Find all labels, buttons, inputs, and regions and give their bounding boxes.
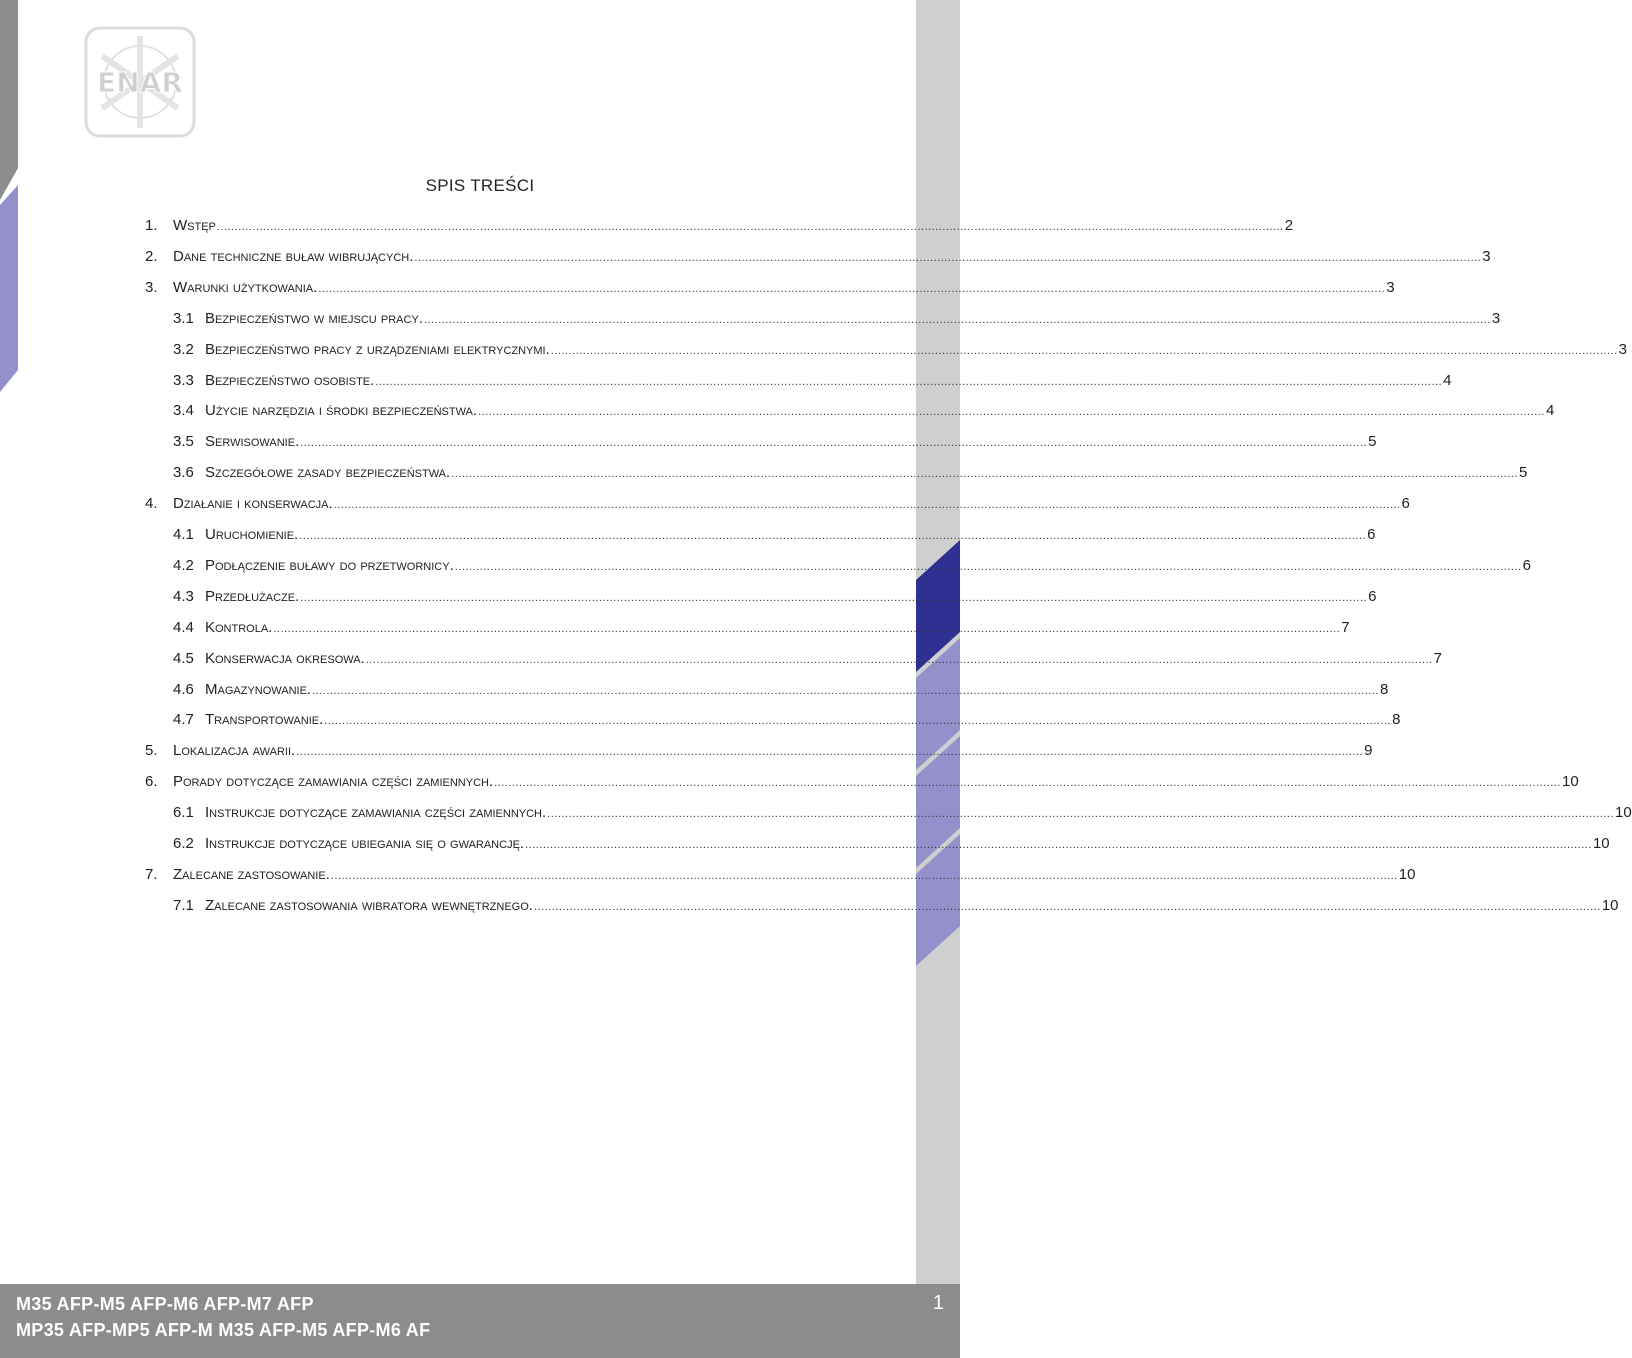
toc-entry-number: 3.1 [173, 309, 194, 327]
toc-entry-page: 3 [1386, 278, 1395, 296]
toc-entry-number: 5. [145, 742, 158, 760]
footer-bar [0, 1284, 960, 1358]
toc-entry[interactable] [173, 680, 1389, 701]
toc-entry[interactable] [173, 401, 1555, 422]
toc-entry[interactable] [145, 216, 1294, 237]
toc-leader-dots: ............................................................................................................................................................................................................................................................................................................ [451, 468, 1519, 481]
toc-leader-dots: ............................................................................................................................................................................................................................................................................................................ [312, 684, 1379, 697]
toc-entry-page: 10 [1592, 835, 1610, 852]
toc-entry-number: 6.1 [173, 804, 194, 822]
toc-entry[interactable] [145, 278, 1395, 299]
toc-entry-number: 3. [145, 278, 158, 296]
toc-leader-dots: ............................................................................................................................................................................................................................................................................................................ [375, 375, 1443, 388]
toc-entry[interactable] [173, 309, 1501, 330]
toc-entry[interactable] [145, 247, 1491, 268]
toc-entry-title: Transportowanie. [205, 711, 324, 729]
toc-entry-title: Podłączenie buławy do przetwornicy. [205, 556, 454, 574]
toc-entry-title: Porady dotyczące zamawiania części zamiennych. [173, 773, 494, 791]
toc-leader-dots: ............................................................................................................................................................................................................................................................................................................ [365, 653, 1433, 666]
toc-entry-number: 4. [145, 495, 158, 513]
toc-entry-title: Wstęp [173, 217, 216, 234]
toc-entry-title: Zalecane zastosowanie. [173, 865, 330, 883]
toc-leader-dots: ............................................................................................................................................................................................................................................................................................................ [333, 499, 1401, 512]
toc-entry-number: 7.1 [173, 896, 194, 914]
toc-entry-page: 6 [1367, 526, 1376, 543]
toc-entry[interactable] [173, 710, 1401, 731]
toc-entry-number: 4.1 [173, 526, 194, 543]
toc-entry-page: 10 [1398, 865, 1416, 883]
toc-entry-title: Zalecane zastosowania wibratora wewnętrznego. [205, 896, 533, 914]
toc-entry-title: Kontrola. [205, 618, 273, 636]
toc-entry-title: Lokalizacja awarii. [173, 742, 296, 760]
toc-leader-dots: ............................................................................................................................................................................................................................................................................................................ [533, 900, 1601, 913]
enar-logo [84, 26, 196, 138]
toc-entry-page: 6 [1401, 495, 1410, 513]
toc-entry-number: 4.6 [173, 680, 194, 698]
toc-entry-page: 5 [1519, 464, 1528, 482]
toc-entry[interactable] [173, 896, 1619, 917]
toc-entry-number: 4.4 [173, 618, 194, 636]
toc-entry-page: 4 [1545, 402, 1555, 420]
toc-entry-number: 6. [145, 773, 158, 791]
toc-leader-dots: ............................................................................................................................................................................................................................................................................................................ [324, 715, 1392, 728]
toc-leader-dots: ............................................................................................................................................................................................................................................................................................................ [454, 560, 1522, 573]
toc-entry-title: Bezpieczeństwo osobiste. [205, 371, 375, 389]
toc-leader-dots: ............................................................................................................................................................................................................................................................................................................ [330, 869, 1398, 882]
toc-entry[interactable] [145, 494, 1410, 515]
toc-leader-dots: ............................................................................................................................................................................................................................................................................................................ [525, 839, 1592, 851]
toc-entry-number: 4.7 [173, 711, 194, 729]
toc-entry[interactable] [173, 340, 1627, 361]
toc-entry[interactable] [145, 772, 1579, 793]
toc-entry-number: 3.3 [173, 371, 194, 389]
toc-entry-title: Uruchomienie. [205, 526, 299, 543]
toc-entry[interactable] [145, 741, 1373, 762]
toc-entry[interactable] [173, 371, 1452, 392]
toc-entry-title: Działanie i konserwacja. [173, 495, 333, 513]
toc-entry-number: 4.3 [173, 587, 194, 605]
toc-entry-number: 2. [145, 247, 158, 265]
toc-entry-title: Instrukcje dotyczące ubiegania się o gwarancję. [205, 835, 525, 852]
toc-leader-dots: ............................................................................................................................................................................................................................................................................................................ [423, 313, 1491, 326]
toc-entry-title: Przedłużacze. [205, 587, 300, 605]
toc-entry-page: 6 [1368, 587, 1377, 605]
toc-leader-dots: ............................................................................................................................................................................................................................................................................................................ [300, 591, 1368, 604]
toc-leader-dots: ............................................................................................................................................................................................................................................................................................................ [478, 406, 1545, 419]
toc-entry-title: Magazynowanie. [205, 680, 312, 698]
toc-entry-number: 3.2 [173, 340, 194, 358]
toc-entry-title: Warunki użytkowania. [173, 278, 318, 296]
toc-entry-page: 4 [1443, 371, 1452, 389]
toc-entry-page: 7 [1433, 649, 1442, 667]
toc-leader-dots: ............................................................................................................................................................................................................................................................................................................ [299, 530, 1367, 542]
toc-entry-title: Instrukcje dotyczące zamawiania części zamiennych. [205, 804, 547, 822]
toc-entry-title: Konserwacja okresowa. [205, 649, 365, 667]
toc-title: SPIS TREŚCI [425, 176, 535, 195]
left-decorative-band [0, 0, 18, 1358]
toc-entry-number: 4.5 [173, 649, 194, 667]
toc-entry-number: 1. [145, 217, 158, 234]
toc-entry-page: 10 [1601, 896, 1619, 914]
toc-entry[interactable] [173, 525, 1376, 546]
toc-entry-page: 3 [1482, 247, 1491, 265]
toc-leader-dots: ............................................................................................................................................................................................................................................................................................................ [550, 344, 1618, 357]
toc-leader-dots: ............................................................................................................................................................................................................................................................................................................ [296, 746, 1364, 759]
toc-entry-title: Bezpieczeństwo pracy z urządzeniami elektrycznymi. [205, 340, 550, 358]
toc-entry-page: 3 [1618, 340, 1627, 358]
footer-model-line-2: MP35 AFP-MP5 AFP-M M35 AFP-M5 AFP-M6 AF [16, 1320, 431, 1340]
toc-entry-page: 8 [1379, 680, 1389, 698]
toc-entry-title: Bezpieczeństwo w miejscu pracy. [205, 309, 423, 327]
toc-leader-dots: ............................................................................................................................................................................................................................................................................................................ [414, 251, 1482, 264]
toc-entry-number: 4.2 [173, 556, 194, 574]
toc-entry[interactable] [173, 463, 1528, 484]
toc-leader-dots: ............................................................................................................................................................................................................................................................................................................ [318, 282, 1386, 295]
footer-model-line-1: M35 AFP-M5 AFP-M6 AFP-M7 AFP [16, 1294, 314, 1314]
toc-leader-dots: ............................................................................................................................................................................................................................................................................................................ [494, 777, 1561, 790]
toc-entry[interactable] [173, 649, 1442, 670]
toc-entry-page: 6 [1522, 556, 1531, 574]
toc-entry-title: Użycie narzędzia i środki bezpieczeństwa. [205, 402, 478, 420]
toc-entry[interactable] [173, 618, 1350, 639]
toc-leader-dots: ............................................................................................................................................................................................................................................................................................................ [273, 622, 1341, 635]
toc-entry-number: 7. [145, 865, 158, 883]
toc-entry[interactable] [173, 587, 1377, 608]
toc-entry-number: 3.4 [173, 402, 194, 420]
toc-entry[interactable] [173, 803, 1632, 824]
toc-entry[interactable] [145, 865, 1416, 886]
toc-leader-dots: ............................................................................................................................................................................................................................................................................................................ [300, 437, 1368, 450]
toc-entry[interactable] [173, 432, 1377, 453]
toc-entry[interactable] [173, 556, 1531, 577]
toc-leader-dots: ............................................................................................................................................................................................................................................................................................................ [547, 808, 1615, 821]
toc-entry-page: 8 [1392, 711, 1401, 729]
right-decorative-band [916, 0, 960, 1358]
toc-entry-page: 2 [1284, 217, 1294, 234]
toc-entry-page: 7 [1341, 618, 1350, 636]
toc-entry-number: 3.5 [173, 433, 194, 451]
toc-entry-page: 3 [1491, 309, 1501, 327]
toc-entry-page: 10 [1615, 804, 1632, 822]
toc-entry-number: 3.6 [173, 464, 194, 482]
toc-entry-title: Szczegółowe zasady bezpieczeństwa. [205, 464, 451, 482]
page-number: 1 [932, 1292, 944, 1314]
toc-leader-dots: ............................................................................................................................................................................................................................................................................................................ [216, 221, 1284, 233]
toc-entry[interactable] [173, 834, 1610, 855]
toc-entry-number: 6.2 [173, 835, 194, 852]
toc-entry-title: Serwisowanie. [205, 433, 300, 451]
toc-entry-page: 10 [1561, 773, 1579, 791]
toc-entry-page: 9 [1364, 742, 1373, 760]
toc-entry-page: 5 [1368, 433, 1377, 451]
toc-entry-title: Dane techniczne buław wibrujących. [173, 247, 414, 265]
logo-text: ENAR [97, 66, 183, 99]
